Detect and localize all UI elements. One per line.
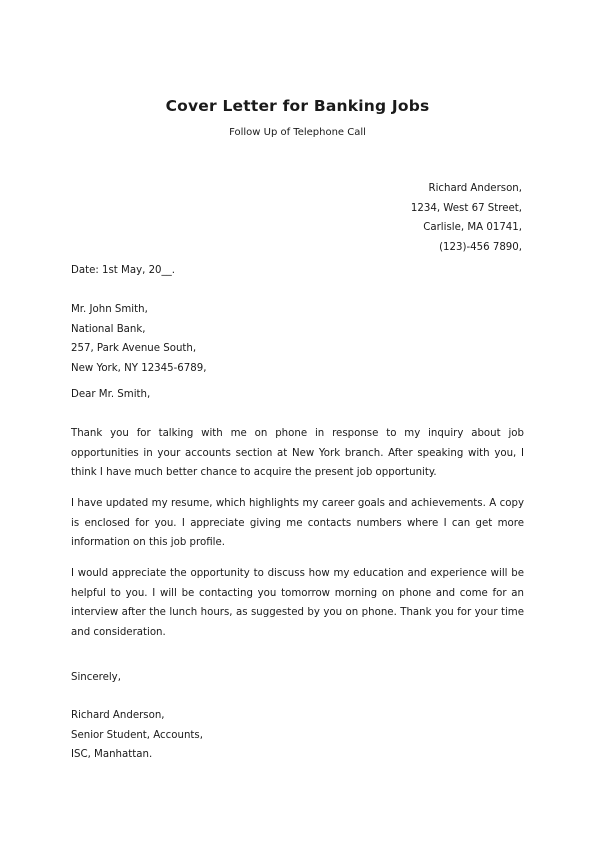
document-title: Cover Letter for Banking Jobs (165, 97, 430, 115)
body-paragraph-1: Thank you for talking with me on phone in response to my inquiry about job opportunities in your accounts section at New York branch. After speaking with you, I think I have much better chance to acquire the present job opportunity. (71, 428, 524, 478)
sender-address-block (411, 179, 522, 257)
signature-block (71, 706, 203, 765)
document-subtitle: Follow Up of Telephone Call (229, 127, 366, 138)
sender-city: Carlisle, MA 01741, (423, 222, 522, 233)
closing: Sincerely, (71, 672, 121, 683)
letter-date: Date: 1st May, 20__. (71, 265, 175, 276)
signature-position: Senior Student, Accounts, (71, 729, 203, 741)
recipient-city: New York, NY 12345-6789, (71, 362, 207, 374)
sender-phone: (123)-456 7890, (439, 241, 522, 253)
recipient-address-block (71, 300, 206, 378)
signature-institution: ISC, Manhattan. (71, 749, 153, 760)
body-paragraph-3: I would appreciate the opportunity to discuss how my education and experience will be helpful to you. I will be contacting you tomorrow morning on phone and come for an interview after the lunch hours, as suggested by you on phone. Thank you for your time and consideration. (71, 568, 524, 638)
sender-street: 1234, West 67 Street, (410, 202, 522, 214)
salutation: Dear Mr. Smith, (71, 389, 151, 400)
recipient-company: National Bank, (71, 323, 146, 335)
recipient-street: 257, Park Avenue South, (71, 343, 197, 354)
recipient-name: Mr. John Smith, (71, 304, 148, 315)
sender-name: Richard Anderson, (428, 183, 522, 194)
signature-name: Richard Anderson, (71, 710, 165, 721)
body-paragraph-2: I have updated my resume, which highlights my career goals and achievements. A copy is enclosed for you. I appreciate giving me contacts numbers where I can get more information on this job profile. (71, 498, 524, 548)
